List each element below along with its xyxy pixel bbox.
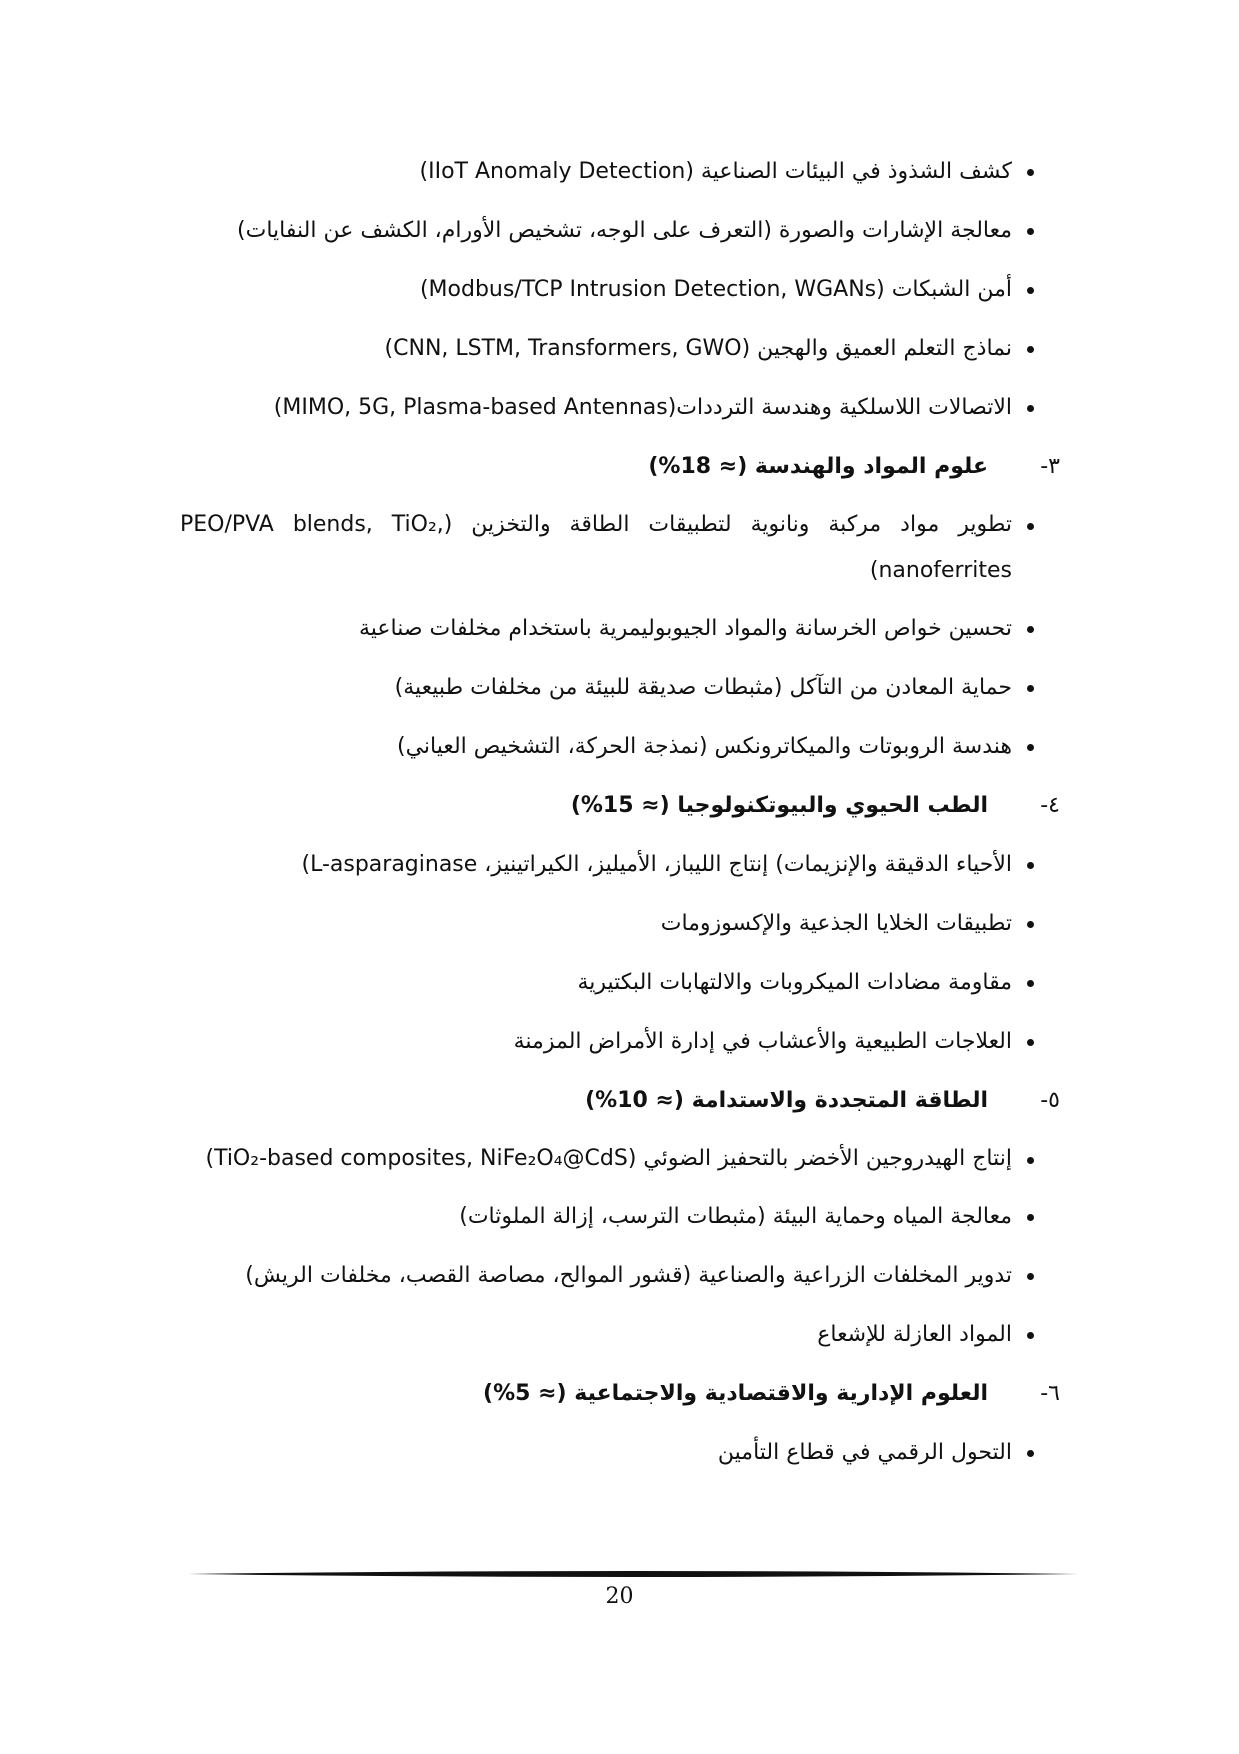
list-item: تطوير مواد مركبة ونانوية لتطبيقات الطاقة والتخزين (PEO/PVA blends, TiO₂, nanoferrites) <box>180 502 1060 594</box>
list-item: كشف الشذوذ في البيئات الصناعية (IIoT Anomaly Detection) <box>180 148 1060 196</box>
section-title: العلوم الإدارية والاقتصادية والاجتماعية (≈ 5%) <box>483 1381 988 1406</box>
list-item: تحسين خواص الخرسانة والمواد الجيوبوليمرية باستخدام مخلفات صناعية <box>180 605 1060 653</box>
list-item: مقاومة مضادات الميكروبات والالتهابات البكتيرية <box>180 959 1060 1007</box>
list-item: تدوير المخلفات الزراعية والصناعية (قشور الموالح، مصاصة القصب، مخلفات الريش) <box>180 1252 1060 1300</box>
section-number: ٤- <box>1040 793 1060 818</box>
list-item: هندسة الروبوتات والميكاترونكس (نمذجة الحركة، التشخيص العياني) <box>180 723 1060 771</box>
list-item: نماذج التعلم العميق والهجين (CNN, LSTM, Transformers, GWO) <box>180 325 1060 373</box>
document-body <box>180 148 1060 1488</box>
list-item: معالجة الإشارات والصورة (التعرف على الوجه، تشخيص الأورام، الكشف عن النفايات) <box>180 207 1060 255</box>
page-number: 20 <box>605 1584 634 1609</box>
section-heading <box>180 443 1060 491</box>
section-number: ٥- <box>1040 1088 1060 1113</box>
section-title: الطب الحيوي والبيوتكنولوجيا (≈ 15%) <box>570 793 988 818</box>
list-item: إنتاج الهيدروجين الأخضر بالتحفيز الضوئي (TiO₂-based composites, NiFe₂O₄@CdS) <box>180 1136 1060 1182</box>
footer-rule <box>188 1570 1078 1578</box>
list-item: تطبيقات الخلايا الجذعية والإكسوزومات <box>180 900 1060 948</box>
list-item: الأحياء الدقيقة والإنزيمات) إنتاج الليباز، الأميليز، الكيراتينيز، L-asparaginase) <box>180 841 1060 889</box>
list-item: حماية المعادن من التآكل (مثبطات صديقة للبيئة من مخلفات طبيعية) <box>180 664 1060 712</box>
section-number: ٣- <box>1040 454 1060 479</box>
list-item: العلاجات الطبيعية والأعشاب في إدارة الأمراض المزمنة <box>180 1018 1060 1066</box>
list-item: المواد العازلة للإشعاع <box>180 1311 1060 1359</box>
list-item: الاتصالات اللاسلكية وهندسة الترددات(MIMO, 5G, Plasma-based Antennas) <box>180 384 1060 432</box>
section-number: ٦- <box>1040 1381 1060 1406</box>
list-item: التحول الرقمي في قطاع التأمين <box>180 1429 1060 1477</box>
section-heading <box>180 1077 1060 1125</box>
section-heading <box>180 782 1060 830</box>
section-heading <box>180 1370 1060 1418</box>
list-item: أمن الشبكات (Modbus/TCP Intrusion Detection, WGANs) <box>180 266 1060 314</box>
section-title: الطاقة المتجددة والاستدامة (≈ 10%) <box>585 1088 988 1113</box>
section-title: علوم المواد والهندسة (≈ 18%) <box>648 454 988 479</box>
list-item: معالجة المياه وحماية البيئة (مثبطات الترسب، إزالة الملوثات) <box>180 1193 1060 1241</box>
